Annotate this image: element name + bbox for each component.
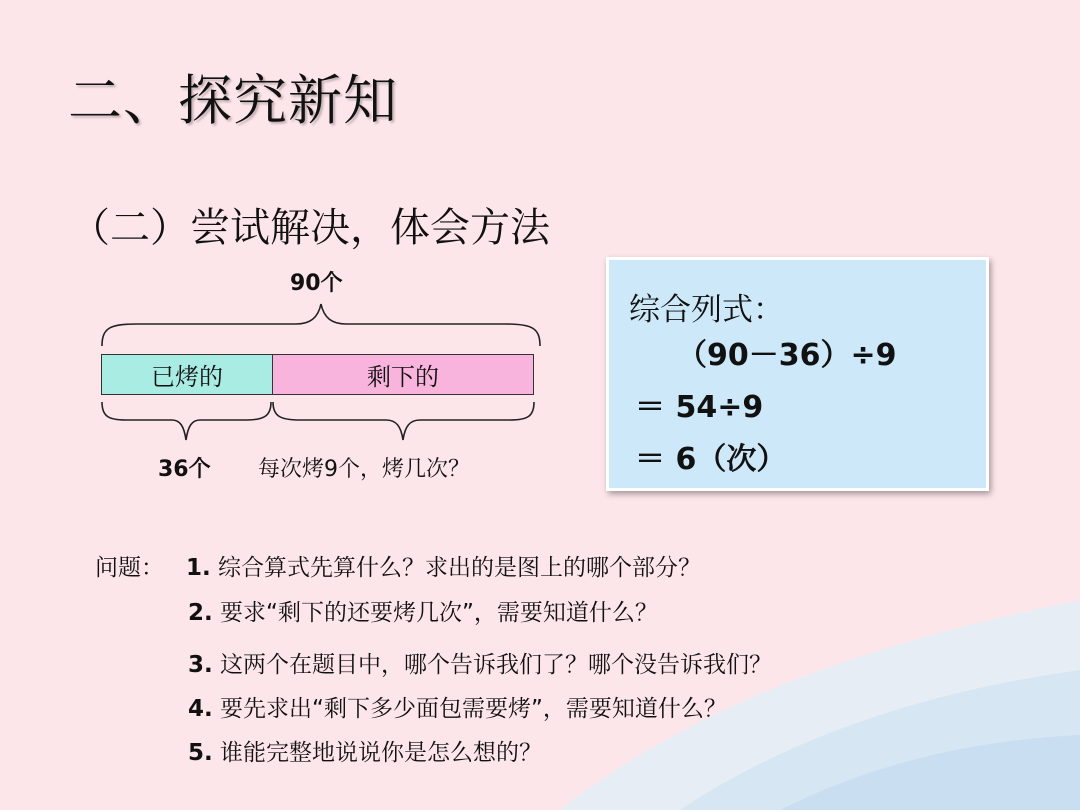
question-item xyxy=(188,646,772,679)
question-item xyxy=(186,549,701,582)
slide-title: 二、探究新知 xyxy=(68,69,398,132)
questions-label: 问题： xyxy=(95,555,164,581)
remaining-label: 剩下的 xyxy=(367,363,439,391)
bar-baked-segment xyxy=(101,354,273,395)
bar-remaining-segment xyxy=(272,354,534,395)
formula-heading: 综合列式： xyxy=(629,292,784,328)
question-item xyxy=(188,690,727,723)
question-number: 5. xyxy=(188,740,213,766)
question-text: 综合算式先算什么？求出的是图上的哪个部分？ xyxy=(210,555,702,581)
formula-line: ＝ 6（次） xyxy=(635,442,787,477)
question-number: 3. xyxy=(188,652,213,678)
question-text: 要先求出“剩下多少面包需要烤”，需要知道什么？ xyxy=(212,696,727,722)
diagram-question-label: 每次烤9个，烤几次？ xyxy=(258,457,470,482)
baked-label: 已烤的 xyxy=(151,363,223,391)
formula-line: （90－36）÷9 xyxy=(677,338,897,373)
question-text: 要求“剩下的还要烤几次”，需要知道什么？ xyxy=(212,600,658,626)
baked-count-label: 36个 xyxy=(158,457,211,482)
question-item xyxy=(188,594,658,627)
question-item xyxy=(188,734,542,767)
formula-box xyxy=(606,257,989,491)
question-number: 2. xyxy=(188,600,213,626)
formula-line: ＝ 54÷9 xyxy=(635,390,764,425)
question-text: 谁能完整地说说你是怎么想的？ xyxy=(212,740,543,766)
baked-brace xyxy=(102,402,271,440)
remaining-brace xyxy=(273,402,534,440)
total-count-label: 90个 xyxy=(290,271,343,296)
question-number: 4. xyxy=(188,696,213,722)
question-number: 1. xyxy=(186,555,211,581)
top-brace xyxy=(102,304,540,346)
question-text: 这两个在题目中，哪个告诉我们了？哪个没告诉我们？ xyxy=(212,652,773,678)
section-title: （二）尝试解决，体会方法 xyxy=(70,205,550,251)
